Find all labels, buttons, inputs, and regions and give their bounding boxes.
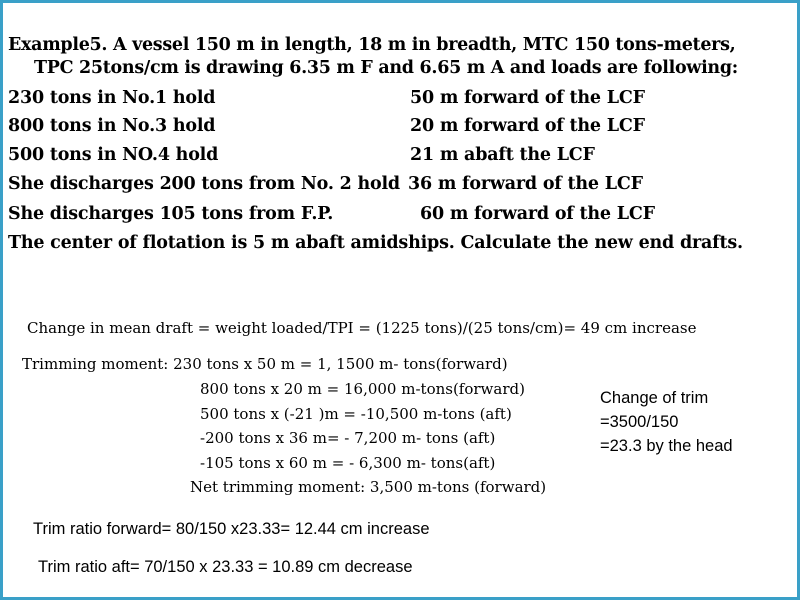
mean-draft-change: Change in mean draft = weight loaded/TPI = (1225 tons)/(25 tons/cm)= 49 cm increase <box>27 319 697 337</box>
load-item-1: 230 tons in No.1 hold <box>8 88 216 108</box>
trim-line-4: -105 tons x 60 m = - 6,300 m- tons(aft) <box>200 454 496 472</box>
load-item-3: 500 tons in NO.4 hold <box>8 145 219 165</box>
load-position-4: 36 m forward of the LCF <box>408 174 643 194</box>
problem-closing: The center of flotation is 5 m abaft amidships. Calculate the new end drafts. <box>8 233 743 253</box>
change-of-trim-line-3: =23.3 by the head <box>600 437 733 455</box>
problem-line-2: TPC 25tons/cm is drawing 6.35 m F and 6.65 m A and loads are following: <box>34 58 738 78</box>
load-item-4: She discharges 200 tons from No. 2 hold <box>8 174 400 194</box>
problem-line-1: Example5. A vessel 150 m in length, 18 m in breadth, MTC 150 tons-meters, <box>8 35 736 55</box>
trimming-moment-label: Trimming moment: 230 tons x 50 m = 1, 1500 m- tons(forward) <box>22 355 508 373</box>
trim-line-3: -200 tons x 36 m= - 7,200 m- tons (aft) <box>200 429 496 447</box>
trim-line-1: 800 tons x 20 m = 16,000 m-tons(forward) <box>200 380 525 398</box>
load-position-3: 21 m abaft the LCF <box>410 145 595 165</box>
load-position-2: 20 m forward of the LCF <box>410 116 645 136</box>
trim-line-2: 500 tons x (-21 )m = -10,500 m-tons (aft) <box>200 405 512 423</box>
load-position-1: 50 m forward of the LCF <box>410 88 645 108</box>
load-item-2: 800 tons in No.3 hold <box>8 116 216 136</box>
change-of-trim-line-1: Change of trim <box>600 389 709 407</box>
trim-ratio-forward: Trim ratio forward= 80/150 x23.33= 12.44 cm increase <box>33 520 430 538</box>
load-position-5: 60 m forward of the LCF <box>420 204 655 224</box>
net-trimming-moment: Net trimming moment: 3,500 m-tons (forward) <box>190 478 547 496</box>
load-item-5: She discharges 105 tons from F.P. <box>8 204 334 224</box>
change-of-trim-line-2: =3500/150 <box>600 413 679 431</box>
change-of-trim-box <box>600 386 733 458</box>
trim-ratio-aft: Trim ratio aft= 70/150 x 23.33 = 10.89 cm decrease <box>38 558 413 576</box>
